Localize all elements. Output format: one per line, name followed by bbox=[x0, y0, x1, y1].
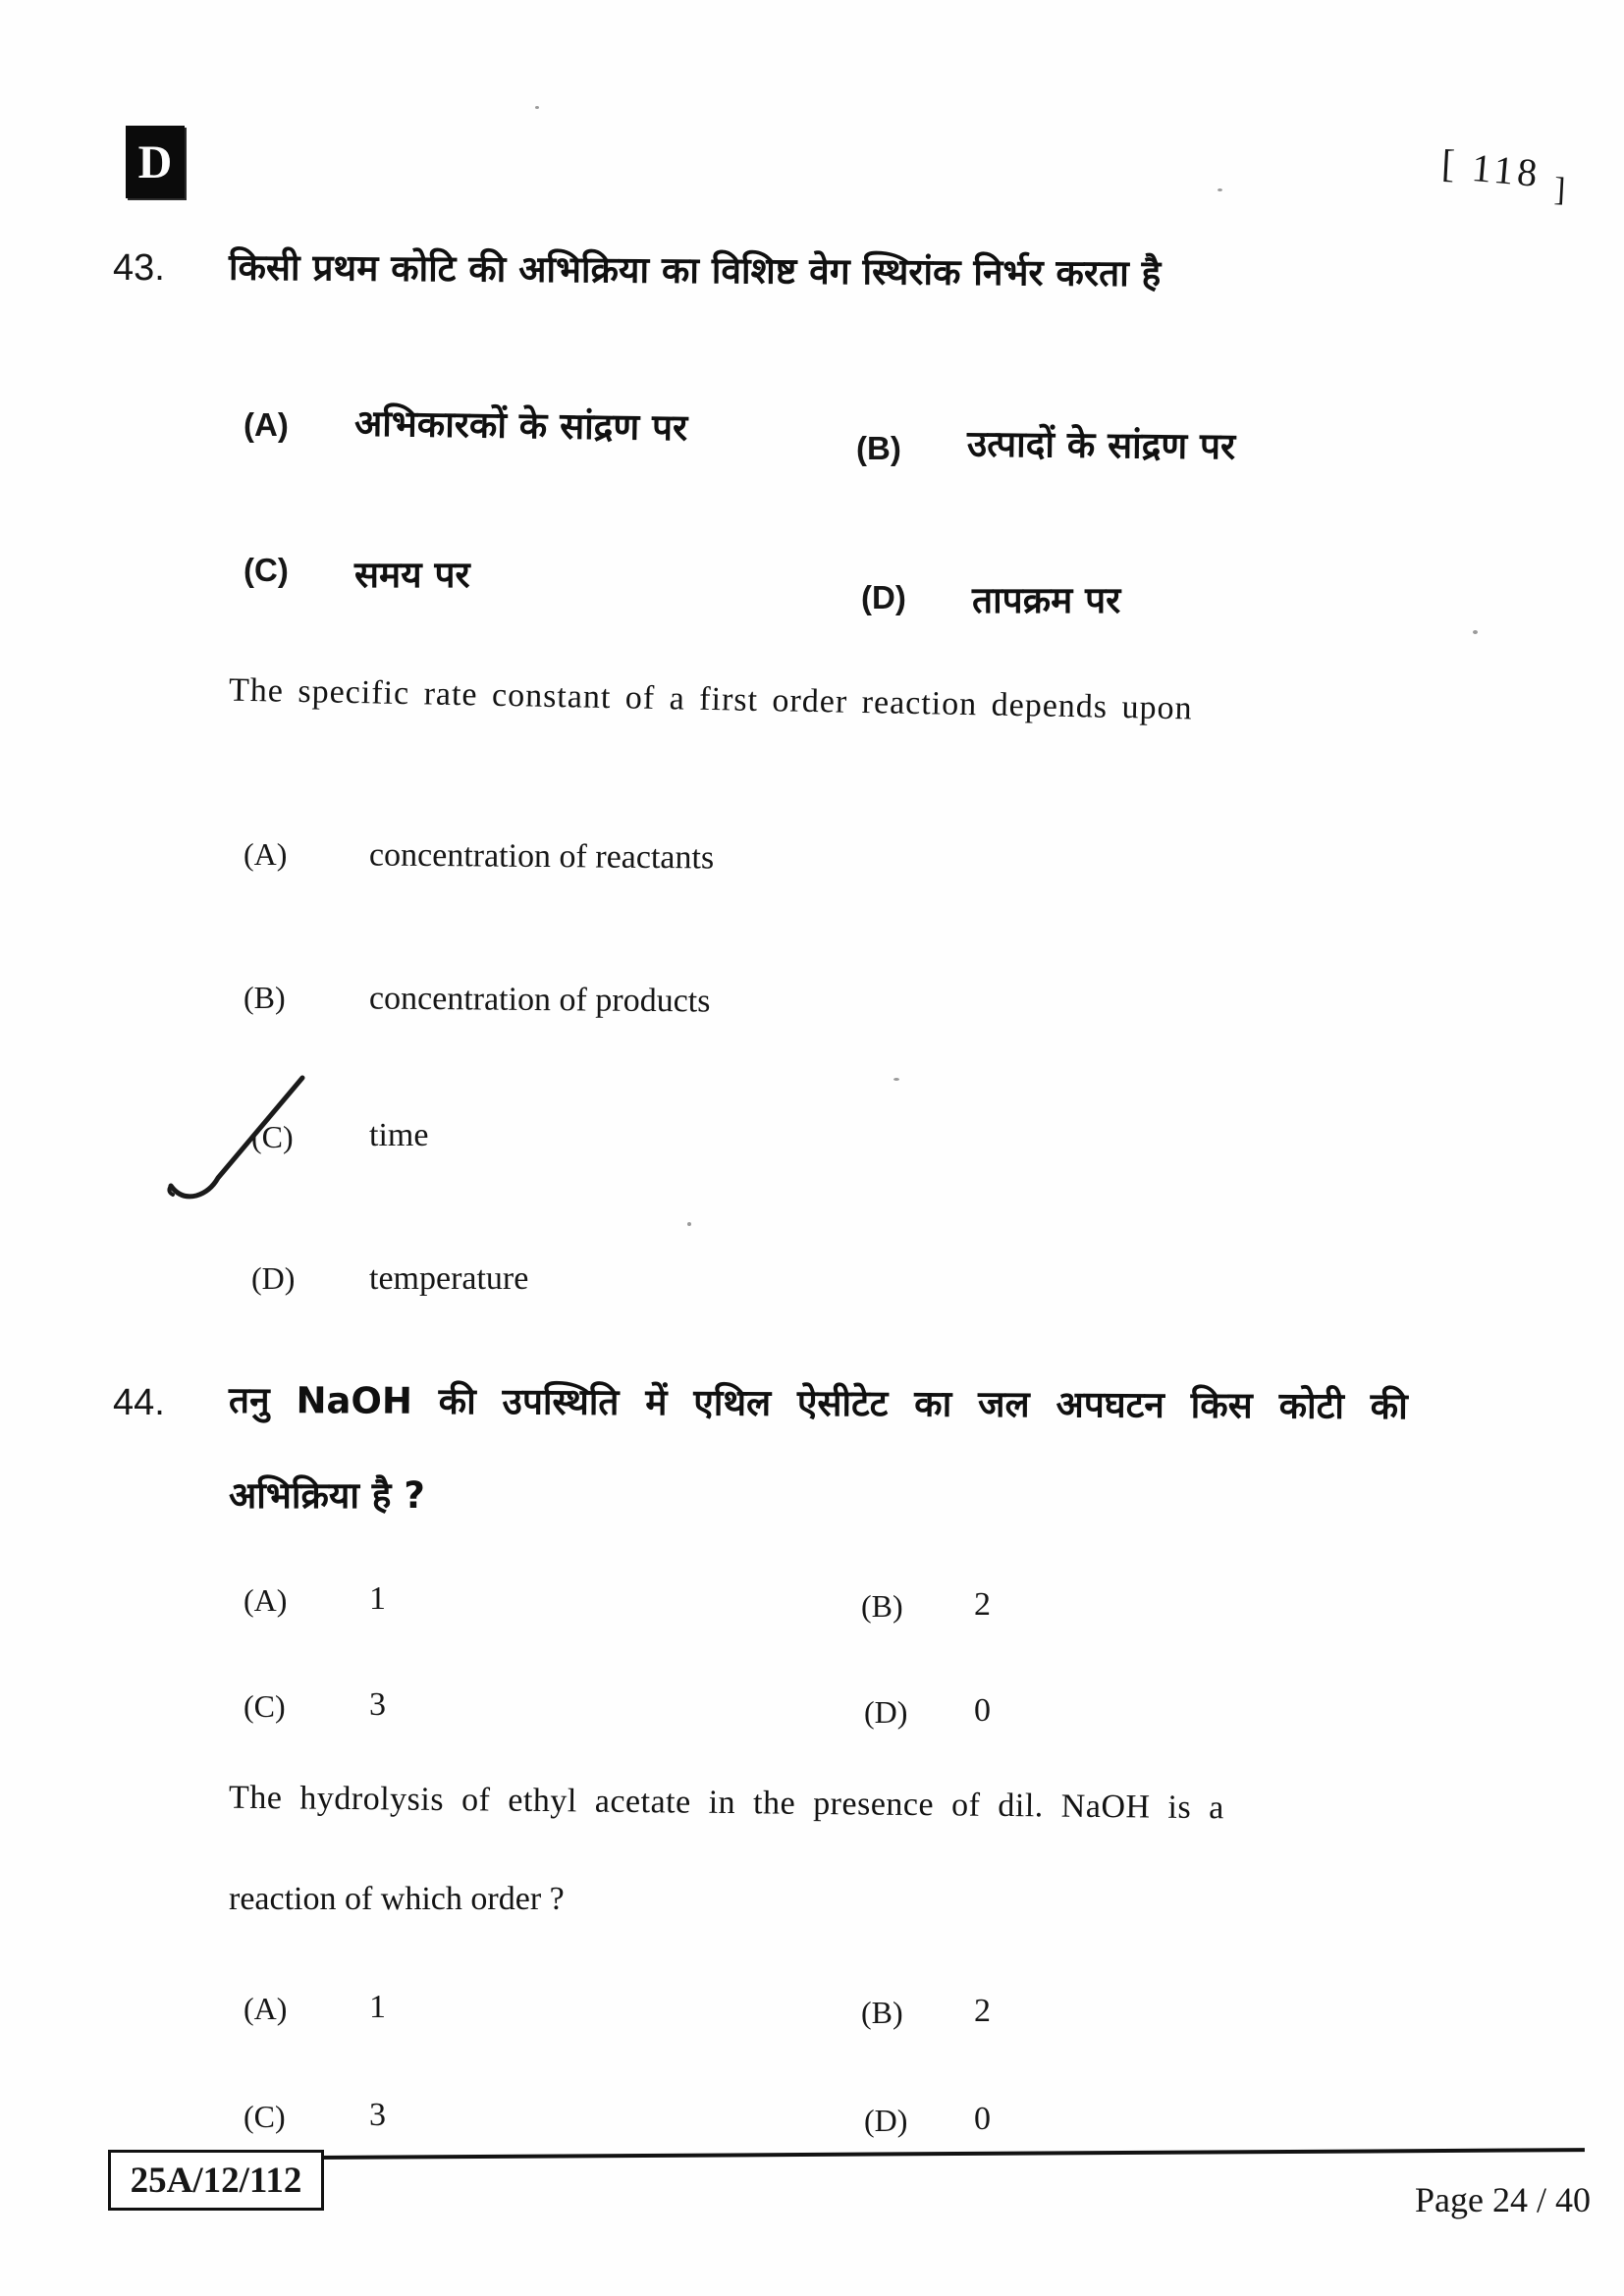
booklet-code-badge: D bbox=[126, 126, 185, 198]
question-44-hindi-line1: तनु NaOH की उपस्थिति में एथिल ऐसीटेट का जल अपघटन किस कोटी की bbox=[228, 1378, 1408, 1428]
q44-english-option-d-value: 0 bbox=[974, 2101, 991, 2137]
page-number-label: Page 24 / 40 bbox=[1415, 2180, 1591, 2219]
paper-code-box bbox=[108, 2150, 324, 2211]
q43-english-option-c-label: (C) bbox=[251, 1119, 294, 1154]
q44-hindi-option-b-label: (B) bbox=[861, 1588, 903, 1624]
scan-speck bbox=[1218, 188, 1222, 191]
question-44-english-line1: The hydrolysis of ethyl acetate in the presence of dil. NaOH is a bbox=[228, 1779, 1224, 1827]
q43-hindi-option-c-text: समय पर bbox=[354, 554, 470, 596]
q44-english-option-a-label: (A) bbox=[244, 1991, 288, 2026]
question-43-number: 43. bbox=[113, 247, 165, 289]
q43-english-option-a-text: concentration of reactants bbox=[368, 836, 715, 877]
question-43-english-text: The specific rate constant of a first order reaction depends upon bbox=[228, 671, 1193, 727]
q43-hindi-option-a-text: अभिकारकों के सांद्रण पर bbox=[353, 401, 688, 450]
corner-ref-open-bracket: [ bbox=[1440, 140, 1460, 187]
q44-hindi-option-a-value: 1 bbox=[369, 1580, 386, 1617]
q44-hindi-option-c-label: (C) bbox=[244, 1688, 286, 1724]
q43-english-option-c-text: time bbox=[369, 1117, 429, 1153]
q44-english-option-d-label: (D) bbox=[864, 2103, 908, 2138]
q44-hindi-option-b-value: 2 bbox=[974, 1586, 991, 1623]
q44-english-option-b-label: (B) bbox=[861, 1995, 903, 2030]
corner-ref-close-bracket: ] bbox=[1552, 171, 1571, 209]
q44-hindi-option-d-label: (D) bbox=[864, 1694, 908, 1730]
q43-english-option-a-label: (A) bbox=[244, 836, 288, 872]
q43-hindi-option-c-label: (C) bbox=[244, 552, 289, 588]
q44-english-option-c-value: 3 bbox=[369, 2097, 386, 2133]
q43-hindi-option-b-text: उत्पादों के सांद्रण पर bbox=[966, 422, 1236, 468]
question-44-hindi-line2: अभिक्रिया है ? bbox=[229, 1474, 425, 1517]
question-43-hindi-text: किसी प्रथम कोटि की अभिक्रिया का विशिष्ट वेग स्थिरांक निर्भर करता है bbox=[228, 245, 1162, 295]
footer-rule bbox=[318, 2148, 1585, 2160]
q43-english-option-b-label: (B) bbox=[244, 980, 286, 1015]
q44-hindi-option-d-value: 0 bbox=[974, 1692, 991, 1729]
scan-speck bbox=[535, 106, 539, 109]
q43-hindi-option-d-text: तापक्रम पर bbox=[972, 579, 1121, 621]
q44-english-option-a-value: 1 bbox=[369, 1989, 386, 2025]
q43-hindi-option-a-label: (A) bbox=[244, 406, 289, 443]
q43-english-option-d-text: temperature bbox=[369, 1260, 529, 1297]
q43-english-option-b-text: concentration of products bbox=[368, 980, 711, 1020]
paper-code: 25A/12/112 bbox=[130, 2160, 302, 2201]
corner-ref-number: 118 bbox=[1470, 145, 1543, 196]
q44-hindi-option-a-label: (A) bbox=[244, 1582, 288, 1618]
scan-speck bbox=[687, 1222, 691, 1226]
q44-hindi-option-c-value: 3 bbox=[369, 1686, 386, 1723]
question-44-number: 44. bbox=[113, 1382, 165, 1423]
q43-hindi-option-b-label: (B) bbox=[856, 430, 901, 466]
scan-speck bbox=[893, 1078, 899, 1081]
q44-english-option-c-label: (C) bbox=[244, 2099, 286, 2134]
scan-speck bbox=[1473, 630, 1478, 634]
corner-page-ref bbox=[1440, 140, 1571, 209]
q43-english-option-d-label: (D) bbox=[251, 1260, 296, 1296]
question-44-english-line2: reaction of which order ? bbox=[229, 1881, 565, 1917]
q43-hindi-option-d-label: (D) bbox=[861, 579, 906, 615]
q44-english-option-b-value: 2 bbox=[974, 1993, 991, 2029]
